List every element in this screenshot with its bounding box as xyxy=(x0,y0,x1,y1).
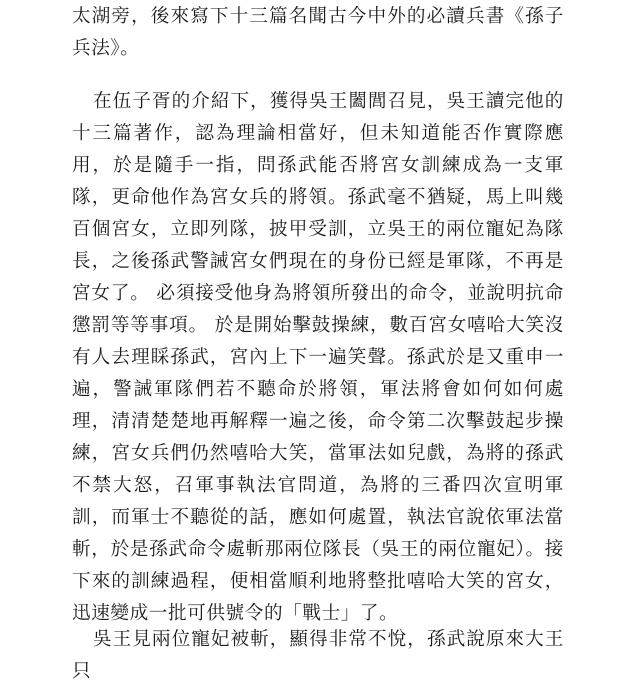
paragraph-3: 吳王見兩位寵妃被斬，顯得非常不悅，孫武說原來大王只 xyxy=(72,629,564,682)
paragraph-2: 在伍子胥的介紹下，獲得吳王闔閭召見，吳王讀完他的十三篇著作，認為理論相當好，但未知道能否作實際應用，於是隨手一指，問孫武能否將宮女訓練成為一支軍隊，更命他作為宮女兵的將領。孫武毫不猶疑，馬上叫幾百個宮女，立即列隊，披甲受訓，立吳王的兩位寵妃為隊長，之後孫武警誡宮女們現在的身份已經是軍隊，不再是宮女了。 必須接受他身為將領所發出的命令，並說明抗命懲罰等等事項。 於是開始擊鼓操練，數百宮女嘻哈大笑沒有人去理睬孫武，宮內上下一遍笑聲。孫武於是又重申一遍，警誡軍隊們若不聽命於將領，軍法將會如何如何處理，清清楚楚地再解釋一遍之後，命令第二次擊鼓起步操練，宮女兵們仍然嘻哈大笑，當軍法如兒戲，為將的孫武不禁大怒，召軍事執法官問道，為將的三番四次宣明軍訓，而軍士不聽從的話，應如何處置，執法官說依軍法當斬，於是孫武命令處斬那兩位隊長（吳王的兩位寵妃）。接下來的訓練過程，便相當順利地將整批嘻哈大笑的宮女，迅速變成一批可供號令的「戰士」了。 xyxy=(72,91,564,624)
paragraph-1: 太湖旁，後來寫下十三篇名聞古今中外的必讀兵書《孫子兵法》。 xyxy=(72,6,564,59)
